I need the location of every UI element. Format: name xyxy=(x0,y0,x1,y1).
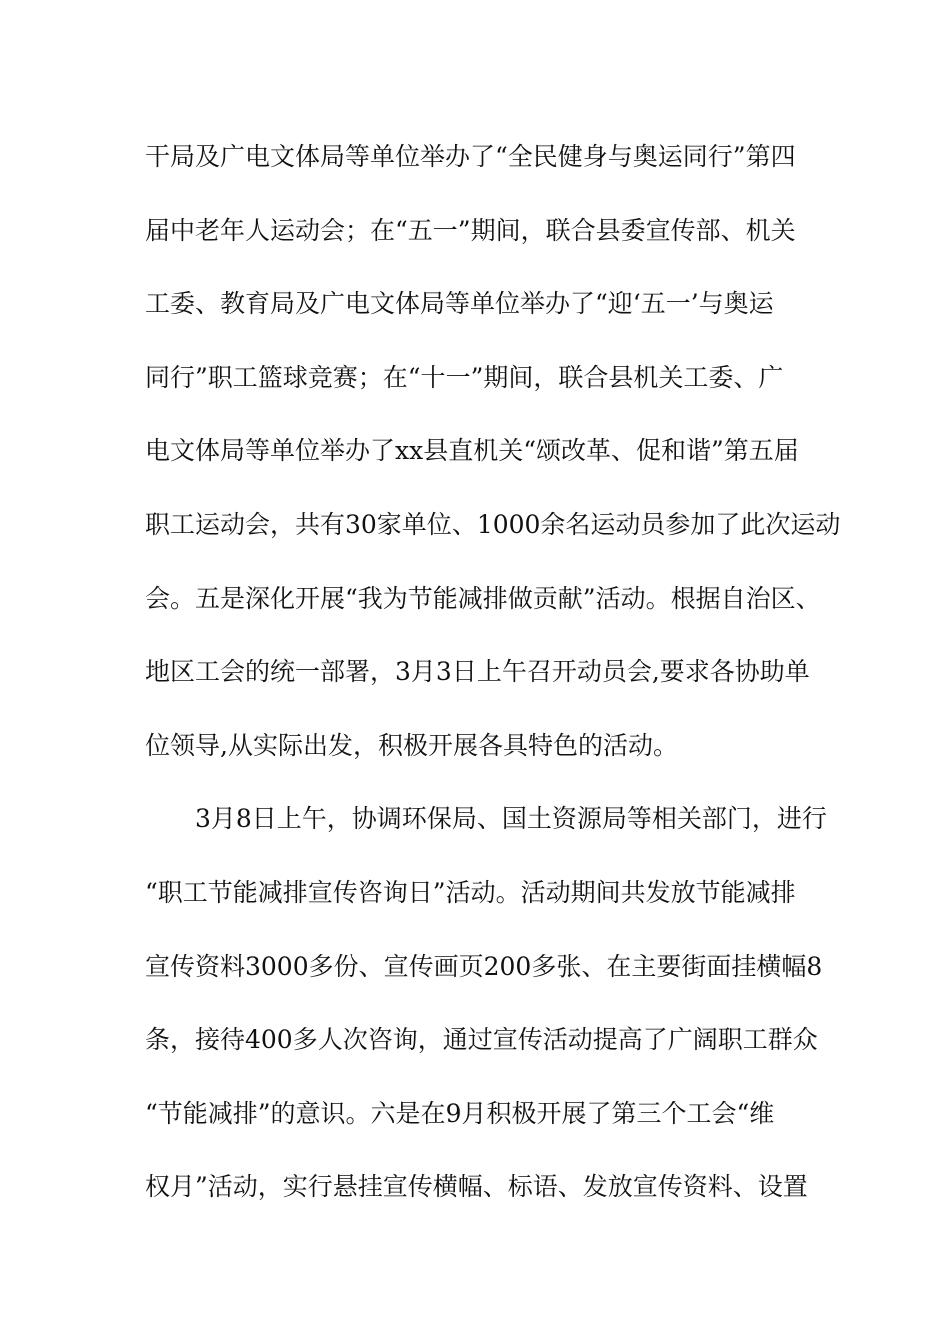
text-line: 干局及广电文体局等单位举办了“全民健身与奥运同行”第四 xyxy=(145,142,796,171)
text-line: 地区工会的统一部署，3月3日上午召开动员会,要求各协助单 xyxy=(145,657,810,687)
text-line: “节能减排”的意识。六是在9月积极开展了第三个工会“维 xyxy=(145,1098,775,1128)
text-line: 位领导,从实际出发，积极开展各具特色的活动。 xyxy=(145,730,678,760)
text-line: 条，接待400多人次咨询，通过宣传活动提高了广阔职工群众 xyxy=(145,1025,818,1055)
text-line: 3月8日上午，协调环保局、国土资源局等相关部门，进行 xyxy=(145,804,827,834)
text-line: 工委、教育局及广电文体局等单位举办了“迎‘五一’与奥运 xyxy=(145,289,774,319)
text-line: “职工节能减排宣传咨询日”活动。活动期间共发放节能减排 xyxy=(145,877,796,907)
text-line: 会。五是深化开展“我为节能减排做贡献”活动。根据自治区、 xyxy=(145,583,821,613)
text-line: 职工运动会，共有30家单位、1000余名运动员参加了此次运动 xyxy=(145,509,841,539)
text-line: 同行”职工篮球竞赛；在“十一”期间，联合县机关工委、广 xyxy=(145,362,784,392)
text-line: 电文体局等单位举办了xx县直机关“颂改革、促和谐”第五届 xyxy=(145,436,799,466)
text-line: 权月”活动，实行悬挂宣传横幅、标语、发放宣传资料、设置 xyxy=(145,1172,808,1202)
text-line: 宣传资料3000多份、宣传画页200多张、在主要街面挂横幅8 xyxy=(145,951,823,981)
body-text xyxy=(145,132,841,1236)
text-line: 届中老年人运动会；在“五一”期间，联合县委宣传部、机关 xyxy=(145,215,796,245)
